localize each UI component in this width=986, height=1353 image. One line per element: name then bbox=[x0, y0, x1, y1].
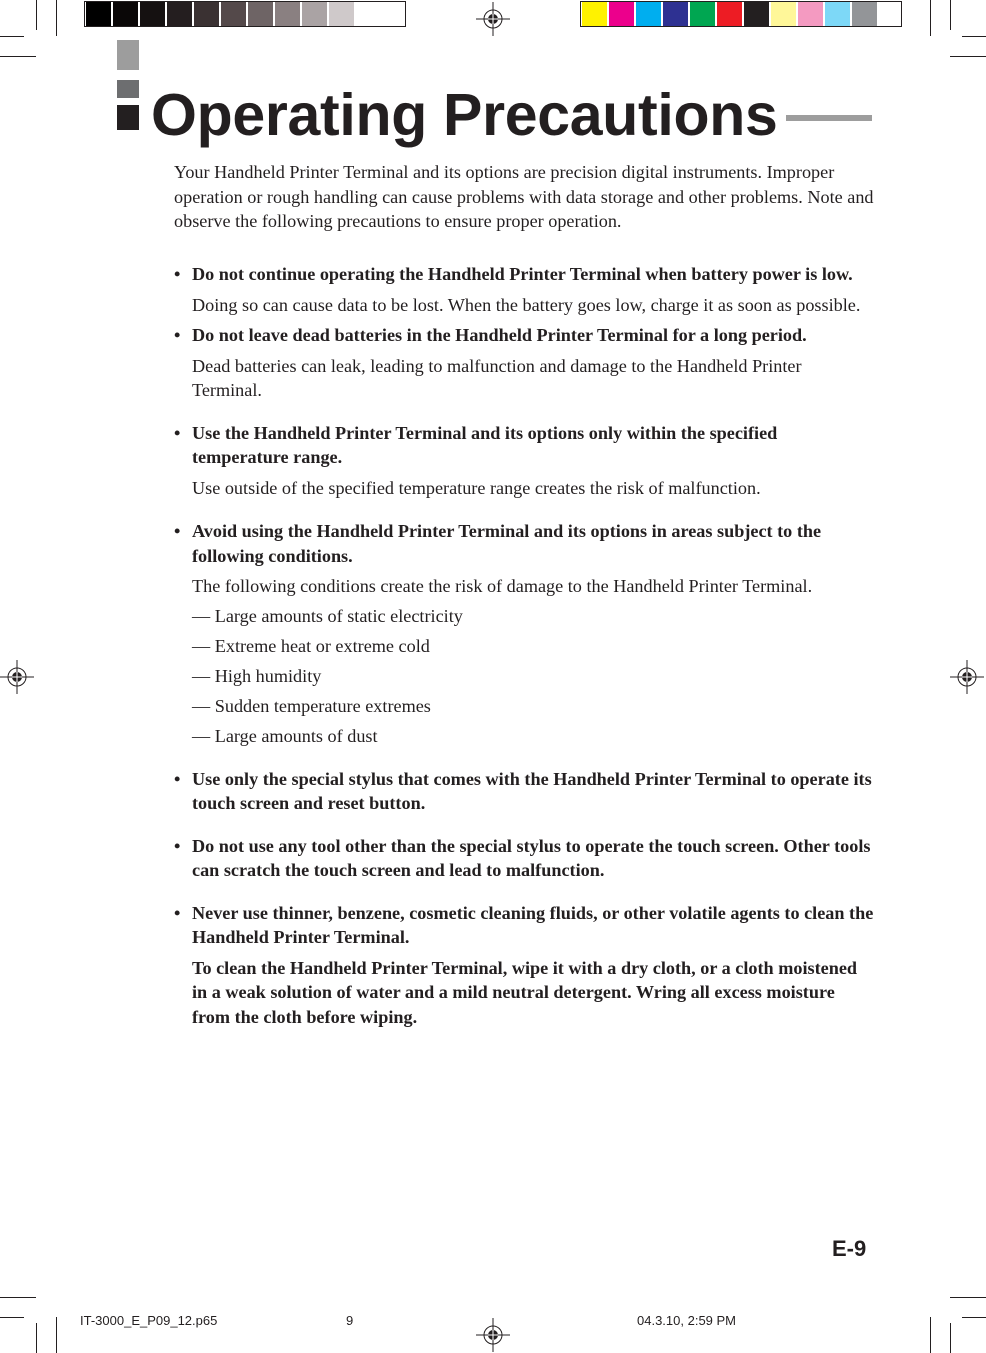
precaution-item-cleaning bbox=[174, 901, 874, 1030]
precaution-text: The following conditions create the risk of damage to the Handheld Printer Terminal. bbox=[192, 576, 813, 596]
bullet: • bbox=[174, 325, 181, 345]
gray-swatch bbox=[302, 2, 329, 26]
gray-swatch bbox=[113, 2, 140, 26]
color-swatch bbox=[744, 2, 771, 26]
condition-item: — Extreme heat or extreme cold bbox=[192, 636, 430, 656]
color-swatch bbox=[825, 2, 852, 26]
bullet: • bbox=[174, 768, 181, 789]
process-color-bar bbox=[582, 2, 879, 26]
bullet: • bbox=[174, 264, 181, 284]
gray-swatch bbox=[248, 2, 275, 26]
condition-item: — Sudden temperature extremes bbox=[192, 696, 431, 716]
precaution-text: Use outside of the specified temperature range creates the risk of malfunction. bbox=[192, 477, 761, 498]
gray-swatch bbox=[275, 2, 302, 26]
registration-target-icon bbox=[950, 660, 984, 694]
gray-swatch bbox=[86, 2, 113, 26]
precaution-text: Doing so can cause data to be lost. When the battery goes low, charge it as soon as possible. bbox=[192, 294, 861, 315]
precaution-item-conditions bbox=[174, 519, 874, 749]
color-swatch bbox=[717, 2, 744, 26]
precaution-heading: Use the Handheld Printer Terminal and its options only within the specified temperature range. bbox=[192, 422, 778, 467]
color-swatch bbox=[663, 2, 690, 26]
color-swatch bbox=[852, 2, 879, 26]
condition-item: — Large amounts of static electricity bbox=[192, 606, 463, 626]
precaution-list bbox=[174, 262, 874, 1029]
color-swatch bbox=[636, 2, 663, 26]
registration-target-icon bbox=[476, 1318, 510, 1352]
bullet: • bbox=[174, 835, 181, 856]
page-title: Operating Precautions bbox=[151, 82, 778, 148]
bullet: • bbox=[174, 422, 181, 443]
registration-target-icon bbox=[476, 2, 510, 36]
precaution-heading: Do not leave dead batteries in the Handheld Printer Terminal for a long period. bbox=[192, 325, 807, 345]
color-swatch bbox=[690, 2, 717, 26]
gray-swatch bbox=[356, 2, 383, 26]
color-swatch bbox=[609, 2, 636, 26]
precaution-item-other-tools bbox=[174, 834, 874, 883]
precaution-heading: Do not continue operating the Handheld Printer Terminal when battery power is low. bbox=[192, 264, 853, 284]
title-block-dark bbox=[117, 105, 139, 130]
precaution-item-special-stylus bbox=[174, 767, 874, 816]
registration-target-icon bbox=[0, 660, 34, 694]
precaution-heading: Never use thinner, benzene, cosmetic cleaning fluids, or other volatile agents to clean the Handheld Printer Terminal. bbox=[192, 902, 874, 947]
bullet: • bbox=[174, 902, 181, 923]
precaution-heading: Use only the special stylus that comes with the Handheld Printer Terminal to operate its touch screen and reset button. bbox=[192, 768, 872, 813]
condition-item: — High humidity bbox=[192, 666, 322, 686]
gray-swatch bbox=[194, 2, 221, 26]
gray-swatch bbox=[140, 2, 167, 26]
gray-swatch bbox=[221, 2, 248, 26]
title-block-light bbox=[117, 40, 139, 70]
precaution-item-temperature-range bbox=[174, 421, 874, 501]
color-swatch bbox=[771, 2, 798, 26]
intro-paragraph: Your Handheld Printer Terminal and its options are precision digital instruments. Improper operation or rough handling can cause problems with data storage and other problems. Note and observe the following precautions to ensure proper operation. bbox=[174, 162, 874, 231]
precaution-text: To clean the Handheld Printer Terminal, wipe it with a dry cloth, or a cloth moistened in a weak solution of water and a mild neutral detergent. Wring all excess moisture from the cloth before wiping. bbox=[192, 957, 858, 1027]
precaution-heading: Avoid using the Handheld Printer Terminal and its options in areas subject to the following conditions. bbox=[192, 521, 822, 566]
footer-page: 9 bbox=[346, 1313, 354, 1328]
title-block-medium bbox=[117, 80, 139, 98]
grayscale-color-bar bbox=[86, 2, 383, 26]
gray-swatch bbox=[167, 2, 194, 26]
color-swatch bbox=[582, 2, 609, 26]
title-rule bbox=[786, 115, 872, 121]
footer-timestamp: 04.3.10, 2:59 PM bbox=[637, 1313, 737, 1328]
color-swatch bbox=[798, 2, 825, 26]
precaution-text: Dead batteries can leak, leading to malfunction and damage to the Handheld Printer Terminal. bbox=[192, 355, 802, 400]
precaution-item-dead-batteries bbox=[174, 323, 874, 403]
bullet: • bbox=[174, 521, 181, 541]
precaution-heading: Do not use any tool other than the special stylus to operate the touch screen. Other tools can scratch the touch screen and lead to malfunction. bbox=[192, 835, 871, 880]
condition-item: — Large amounts of dust bbox=[192, 726, 378, 746]
page-number: E-9 bbox=[832, 1236, 867, 1261]
precaution-item-battery-power bbox=[174, 262, 874, 317]
footer-filename: IT-3000_E_P09_12.p65 bbox=[80, 1313, 218, 1328]
gray-swatch bbox=[329, 2, 356, 26]
